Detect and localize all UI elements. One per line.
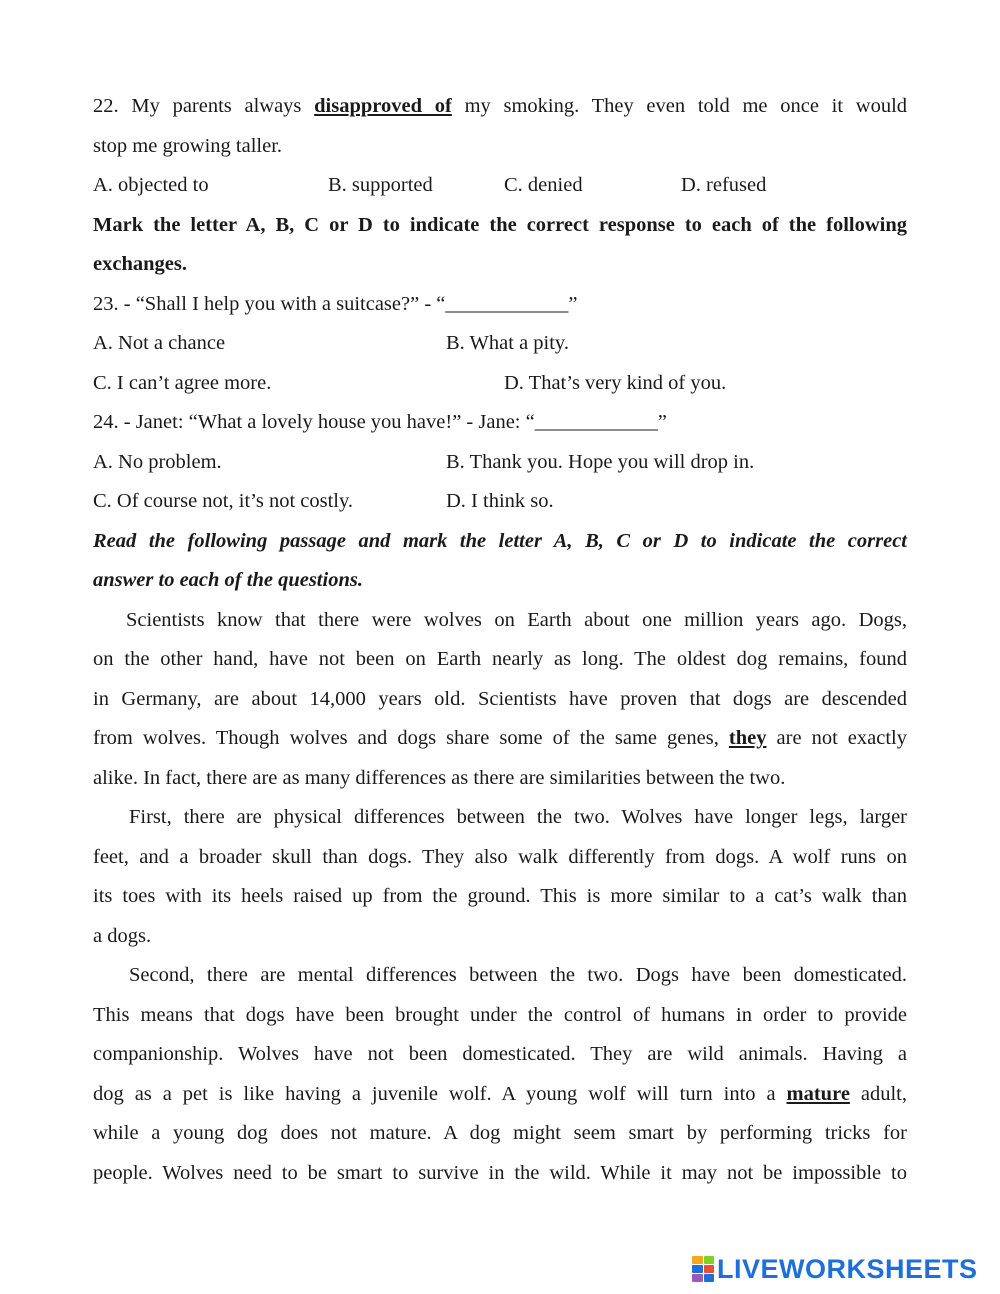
question-22-line2: stop me growing taller.	[93, 134, 283, 157]
liveworksheets-logo[interactable]	[692, 1252, 978, 1286]
option-a[interactable]: A. Not a chance	[93, 332, 226, 354]
option-c[interactable]: C. I can’t agree more.	[93, 371, 272, 394]
question-23: 23. - “Shall I help you with a suitcase?” - “____________”	[93, 292, 578, 315]
option-b[interactable]: B. What a pity.	[446, 332, 569, 354]
question-24: 24. - Janet: “What a lovely house you have!” - Jane: “____________”	[93, 411, 667, 433]
passage-p2-line2: feet, and a broader skull than dogs. They also walk differently from dogs. A wolf runs on	[93, 845, 907, 868]
question-23-options-row2	[93, 364, 907, 404]
underlined-word: mature	[786, 1082, 850, 1105]
passage-p1-line2: on the other hand, have not been on Earth nearly as long. The oldest dog remains, found	[93, 648, 907, 670]
option-c[interactable]: C. Of course not, it’s not costly.	[93, 490, 354, 512]
question-24-options-row1	[93, 443, 907, 483]
passage-p2-line3: its toes with its heels raised up from the ground. This is more similar to a cat’s walk than	[93, 885, 907, 907]
option-a[interactable]: A. objected to	[93, 174, 209, 196]
passage-p2-line1: First, there are physical differences between the two. Wolves have longer legs, larger	[129, 806, 907, 828]
passage-p3-line4	[93, 1075, 907, 1115]
instruction-passage-line2: answer to each of the questions.	[93, 569, 363, 591]
passage-p3-line6: people. Wolves need to be smart to survive in the wild. While it may not be impossible to	[93, 1161, 907, 1184]
option-a[interactable]: A. No problem.	[93, 450, 222, 473]
passage-text: adult,	[860, 1082, 908, 1105]
passage-p1-line4	[93, 719, 907, 759]
question-23-options-row1	[93, 324, 907, 364]
logo-blocks-icon	[692, 1256, 714, 1282]
instruction-passage-line1: Read the following passage and mark the letter A, B, C or D to indicate the correct	[93, 529, 907, 552]
option-c[interactable]: C. denied	[504, 174, 583, 196]
passage-p1-line1: Scientists know that there were wolves on Earth about one million years ago. Dogs,	[126, 608, 907, 631]
question-number: 22.	[93, 95, 119, 117]
passage-p2-line4: a dogs.	[93, 924, 152, 947]
underlined-word: they	[728, 727, 767, 749]
question-24-options-row2	[93, 482, 907, 522]
passage-p3-line2: This means that dogs have been brought under the control of humans in order to provide	[93, 1003, 907, 1026]
question-22-options	[93, 166, 907, 206]
option-b[interactable]: B. Thank you. Hope you will drop in.	[446, 450, 755, 473]
passage-text: dog as a pet is like having a juvenile wolf. A young wolf will turn into a	[93, 1082, 776, 1105]
option-d[interactable]: D. refused	[681, 174, 767, 196]
question-text: My parents always	[131, 95, 302, 117]
instruction-exchanges-line2: exchanges.	[93, 253, 187, 275]
passage-p3-line5: while a young dog does not mature. A dog might seem smart by performing tricks for	[93, 1122, 907, 1144]
option-d[interactable]: D. That’s very kind of you.	[504, 371, 727, 394]
question-text: my smoking. They even told me once it would	[464, 95, 908, 117]
passage-p1-line3: in Germany, are about 14,000 years old. Scientists have proven that dogs are descended	[93, 687, 907, 710]
option-b[interactable]: B. supported	[328, 174, 433, 196]
underlined-phrase: disapproved of	[314, 95, 452, 117]
question-22-line1	[93, 87, 907, 127]
passage-text: from wolves. Though wolves and dogs share some of the same genes,	[93, 727, 719, 749]
option-d[interactable]: D. I think so.	[446, 490, 554, 512]
instruction-exchanges-line1: Mark the letter A, B, C or D to indicate the correct response to each of the following	[93, 213, 907, 236]
passage-p3-line1: Second, there are mental differences between the two. Dogs have been domesticated.	[129, 964, 907, 986]
passage-text: are not exactly	[776, 727, 907, 749]
worksheet-page	[93, 87, 907, 1193]
passage-p3-line3: companionship. Wolves have not been domesticated. They are wild animals. Having a	[93, 1043, 907, 1065]
logo-text: LIVEWORKSHEETS	[717, 1253, 978, 1284]
passage-p1-line5: alike. In fact, there are as many differences as there are similarities between the two.	[93, 766, 786, 789]
